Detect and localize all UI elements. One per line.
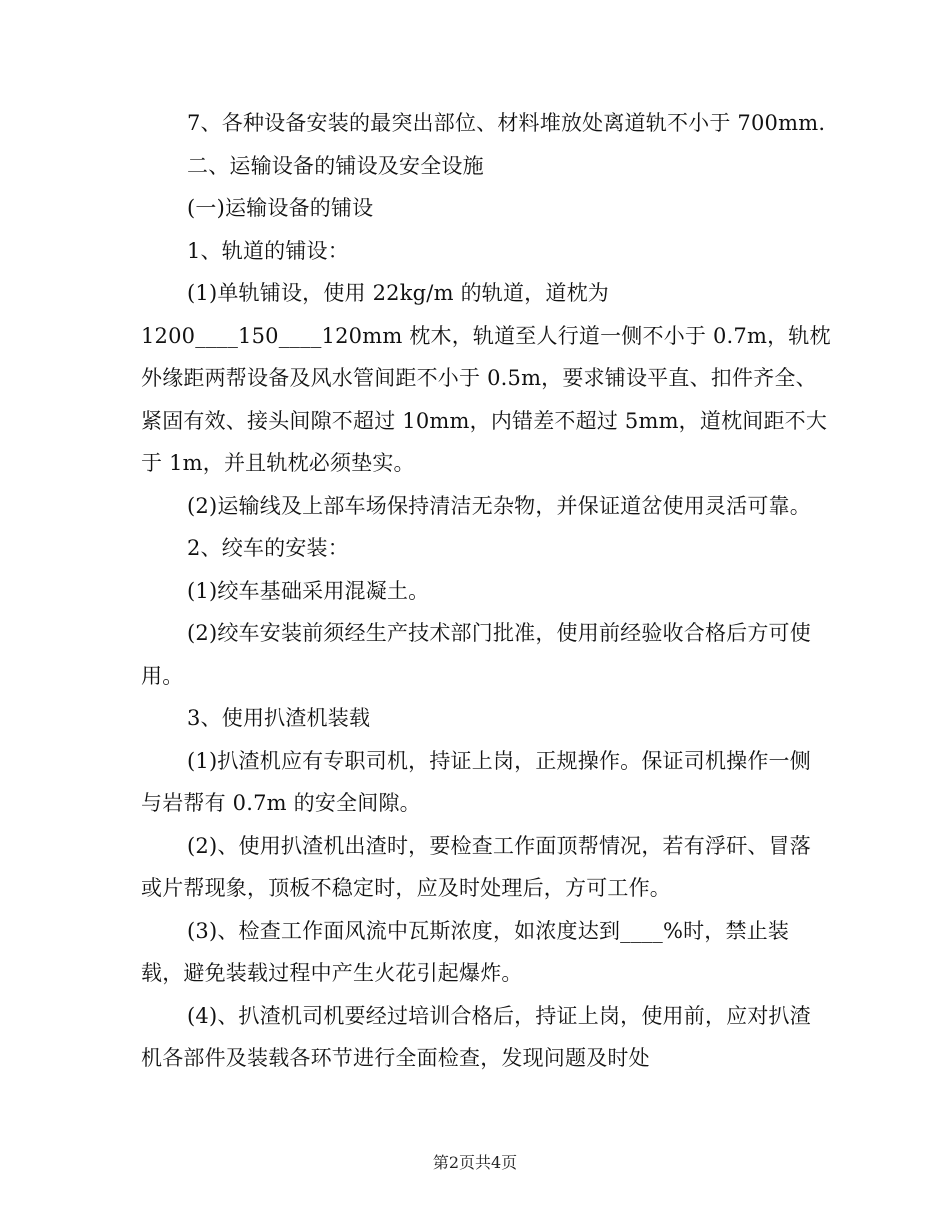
item-heading-winch-install: 2、绞车的安装： bbox=[187, 536, 349, 560]
page-footer: 第2页共4页 bbox=[432, 1153, 518, 1172]
subsection-heading-laying: (一)运输设备的铺设 bbox=[187, 196, 374, 220]
paragraph-gas-concentration: (3)、检查工作面风流中瓦斯浓度，如浓度达到____%时，禁止装载，避免装载过程中产生火花引起爆炸。 bbox=[141, 918, 790, 985]
section-heading-transport-equipment: 二、运输设备的铺设及安全设施 bbox=[187, 153, 484, 178]
paragraph-winch-approval: (2)绞车安装前须经生产技术部门批准，使用前经验收合格后方可使用。 bbox=[141, 621, 811, 688]
document-body bbox=[141, 102, 831, 1080]
paragraph-transport-line: (2)运输线及上部车场保持清洁无杂物，并保证道岔使用灵活可靠。 bbox=[187, 493, 811, 518]
paragraph-winch-foundation: (1)绞车基础采用混凝土。 bbox=[187, 578, 430, 603]
paragraph-single-rail: (1)单轨铺设，使用 22kg/m 的轨道，道枕为 bbox=[187, 281, 609, 305]
item-heading-track-laying: 1、轨道的铺设： bbox=[187, 238, 349, 263]
paragraph-loader-driver: (1)扒渣机应有专职司机，持证上岗，正规操作。保证司机操作一侧与岩帮有 0.7m 的安全间隙。 bbox=[141, 748, 811, 815]
paragraph-sleeper-specs: 1200____150____120mm 枕木，轨道至人行道一侧不小于 0.7m，轨枕外缘距两帮设备及风水管间距不小于 0.5m，要求铺设平直、扣件齐全、紧固有效、接头间隙不超过 10mm，内错差不超过 5mm，道枕间距不大于 1m，并且轨枕必须垫实。 bbox=[141, 323, 831, 475]
paragraph-loader-training: (4)、扒渣机司机要经过培训合格后，持证上岗，使用前，应对扒渣机各部件及装载各环节进行全面检查，发现问题及时处 bbox=[141, 1003, 811, 1070]
item-heading-loader: 3、使用扒渣机装载 bbox=[187, 706, 371, 730]
paragraph-loader-roof-check: (2)、使用扒渣机出渣时，要检查工作面顶帮情况，若有浮矸、冒落或片帮现象，顶板不稳定时，应及时处理后，方可工作。 bbox=[141, 833, 811, 900]
paragraph-equipment-clearance: 7、各种设备安装的最突出部位、材料堆放处离道轨不小于 700mm. bbox=[187, 111, 826, 135]
